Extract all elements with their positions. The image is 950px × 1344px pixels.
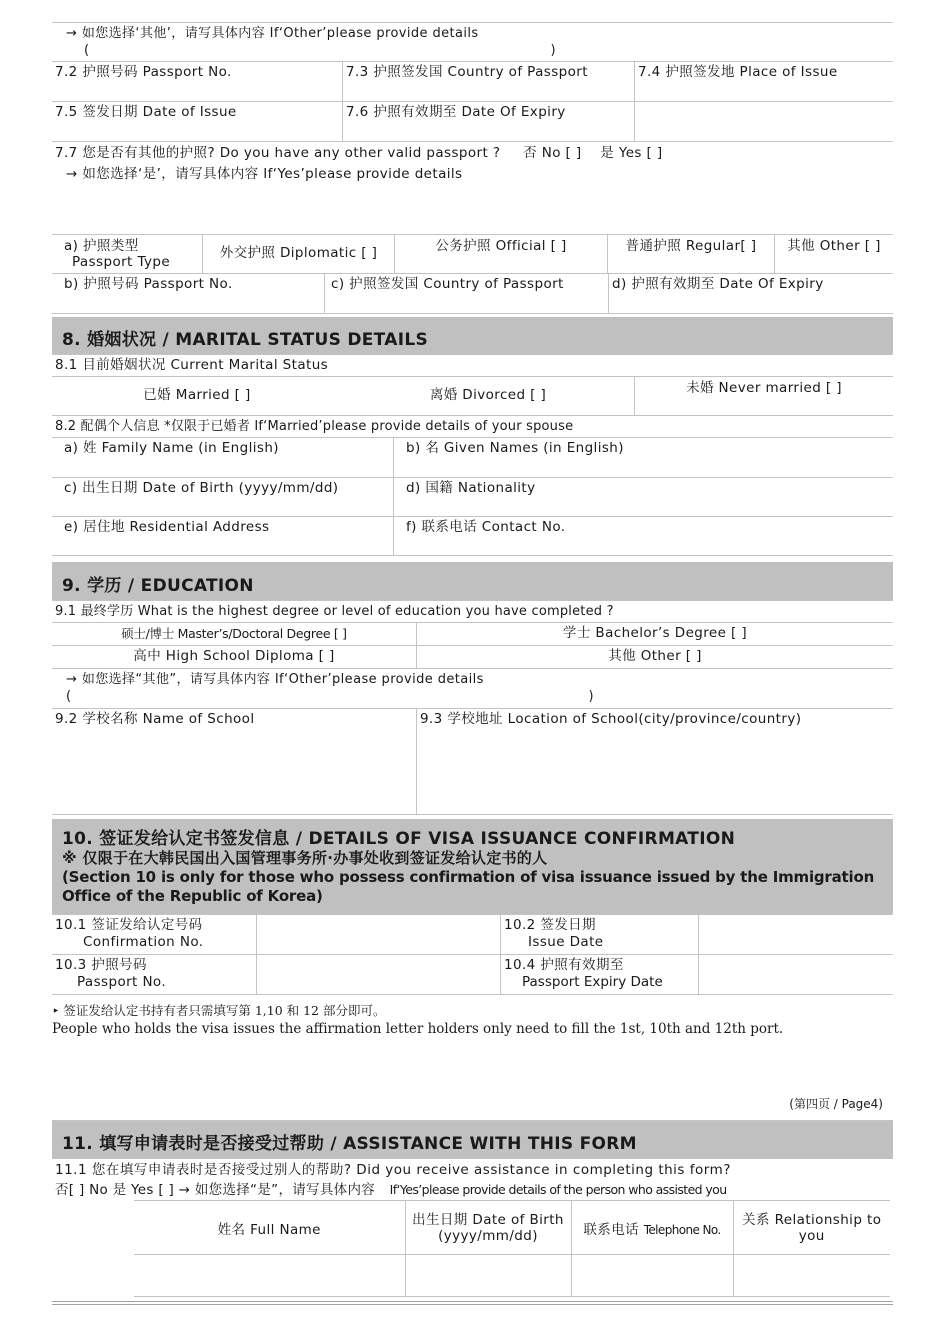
section-10-title: 10. 签证发给认定书签发信息 / DETAILS OF VISA ISSUANCE CONFIRMATION bbox=[62, 829, 736, 849]
input-assist-name[interactable] bbox=[134, 1255, 405, 1297]
passport-row-2 bbox=[52, 102, 893, 142]
other-details-field[interactable] bbox=[66, 42, 556, 59]
paren-close: ) bbox=[550, 43, 556, 58]
assistance-header-row bbox=[134, 1201, 890, 1255]
field-spouse-given-names[interactable]: b) 名 Given Names (in English) bbox=[393, 438, 893, 477]
field-7-5-issue-date[interactable]: 7.5 签发日期 Date of Issue bbox=[55, 104, 237, 120]
education-other-label: → 如您选择“其他”，请写具体内容 If‘Other’please provide details bbox=[66, 672, 484, 687]
spouse-row-2 bbox=[52, 478, 893, 517]
checkbox-official[interactable]: 公务护照 Official [ ] bbox=[394, 235, 607, 273]
paren-open: ( bbox=[84, 43, 90, 58]
education-other-field[interactable] bbox=[66, 688, 594, 705]
section-8-header: 8. 婚姻状况 / MARITAL STATUS DETAILS bbox=[52, 317, 893, 355]
education-options-row-2 bbox=[52, 646, 893, 669]
checkbox-7-7-yes[interactable]: 是 Yes [ ] bbox=[600, 145, 663, 161]
section-10-header bbox=[52, 819, 893, 915]
education-other-row bbox=[52, 669, 893, 709]
passport-type-label-en: Passport Type bbox=[72, 254, 171, 270]
marital-options-row bbox=[52, 377, 893, 416]
field-10-4-label-en: Passport Expiry Date bbox=[522, 974, 663, 990]
assistance-table bbox=[134, 1200, 890, 1297]
field-8-1-label: 8.1 目前婚姻状况 Current Marital Status bbox=[55, 357, 329, 373]
checkbox-married[interactable]: 已婚 Married [ ] bbox=[143, 387, 251, 403]
checkbox-divorced[interactable]: 离婚 Divorced [ ] bbox=[429, 387, 547, 403]
input-assist-telephone[interactable] bbox=[571, 1255, 733, 1297]
input-assist-relationship[interactable] bbox=[733, 1255, 890, 1297]
field-10-2-label bbox=[500, 915, 698, 954]
field-8-2-label: 8.2 配偶个人信息 *仅限于已婚者 If‘Married’please provide details of your spouse bbox=[55, 419, 574, 434]
marital-8-2-row bbox=[52, 416, 893, 438]
field-spouse-contact[interactable]: f) 联系电话 Contact No. bbox=[393, 517, 893, 555]
checkbox-other-type[interactable]: 其他 Other [ ] bbox=[774, 235, 893, 273]
field-10-2-label-en: Issue Date bbox=[528, 934, 604, 950]
field-spouse-family-name[interactable]: a) 姓 Family Name (in English) bbox=[64, 440, 279, 456]
field-spouse-dob[interactable]: c) 出生日期 Date of Birth (yyyy/mm/dd) bbox=[64, 480, 339, 496]
form-page bbox=[52, 22, 893, 1305]
checkbox-regular[interactable]: 普通护照 Regular[ ] bbox=[607, 235, 774, 273]
education-other-block bbox=[52, 669, 893, 708]
col-telephone-cn: 联系电话 bbox=[583, 1221, 639, 1238]
field-10-2-label-cn: 10.2 签发日期 bbox=[504, 917, 596, 933]
checkbox-7-7-no[interactable]: 否 No [ ] bbox=[523, 145, 582, 161]
education-options-row-1 bbox=[52, 623, 893, 646]
col-telephone bbox=[571, 1201, 733, 1255]
field-10-1-label-en: Confirmation No. bbox=[83, 934, 204, 950]
checkbox-diplomatic[interactable]: 外交护照 Diplomatic [ ] bbox=[202, 235, 394, 273]
section-11-header: 11. 填写申请表时是否接受过帮助 / ASSISTANCE WITH THIS FORM bbox=[52, 1121, 893, 1159]
field-d-expiry[interactable]: d) 护照有效期至 Date Of Expiry bbox=[608, 274, 893, 313]
passport-type-label bbox=[52, 235, 202, 273]
spouse-row-1 bbox=[52, 438, 893, 478]
field-10-3-label-en: Passport No. bbox=[77, 974, 167, 990]
q-7-7-details: → 如您选择‘是’，请写具体内容 If‘Yes’please provide details bbox=[66, 166, 463, 182]
input-visa-passport-no[interactable] bbox=[256, 955, 500, 994]
input-issue-date[interactable] bbox=[698, 915, 893, 954]
other-details-label: → 如您选择‘其他’，请写具体内容 If‘Other’please provide details bbox=[66, 26, 479, 41]
input-passport-expiry[interactable] bbox=[698, 955, 893, 994]
other-details-block bbox=[52, 23, 893, 61]
checkbox-highschool[interactable]: 高中 High School Diploma [ ] bbox=[133, 648, 335, 664]
field-9-1-label: 9.1 最终学历 What is the highest degree or level of education you have completed ? bbox=[55, 604, 614, 619]
visa-footnote bbox=[52, 995, 893, 1095]
field-spouse-address[interactable]: e) 居住地 Residential Address bbox=[64, 519, 270, 535]
visa-row-1 bbox=[52, 915, 893, 955]
field-11-1-options bbox=[52, 1180, 893, 1200]
field-10-1-label bbox=[52, 915, 256, 954]
checkbox-masters[interactable]: 硕士/博士 Master’s/Doctoral Degree [ ] bbox=[121, 626, 347, 641]
field-9-3-school-location[interactable]: 9.3 学校地址 Location of School(city/province/country) bbox=[416, 709, 893, 814]
page-number: (第四页 / Page4) bbox=[789, 1097, 883, 1111]
input-assist-dob[interactable] bbox=[405, 1255, 571, 1297]
field-10-4-label bbox=[500, 955, 698, 994]
assist-details-en: If‘Yes’please provide details of the person who assisted you bbox=[389, 1182, 727, 1197]
section-9-header: 9. 学历 / EDUCATION bbox=[52, 562, 893, 601]
other-passport-row bbox=[52, 274, 893, 314]
field-10-3-label bbox=[52, 955, 256, 994]
checkbox-never-married[interactable]: 未婚 Never married [ ] bbox=[634, 377, 893, 415]
col-telephone-en: Telephone No. bbox=[643, 1222, 721, 1237]
spouse-row-3 bbox=[52, 517, 893, 556]
assist-checkboxes[interactable]: 否[ ] No 是 Yes [ ] → 如您选择“是”，请写具体内容 bbox=[55, 1182, 376, 1198]
checkbox-bachelor[interactable]: 学士 Bachelor’s Degree [ ] bbox=[416, 623, 893, 645]
section-10-note-en: (Section 10 is only for those who possess confirmation of visa issuance issued by the Immigration Office of the Republic of Korea) bbox=[62, 868, 875, 905]
marital-8-1-row bbox=[52, 355, 893, 377]
visa-row-2 bbox=[52, 955, 893, 995]
section-10-note-cn: ※ 仅限于在大韩民国出入国管理事务所·办事处收到签证发给认定书的人 bbox=[62, 849, 548, 867]
paren-open: ( bbox=[66, 689, 72, 704]
field-7-4-place[interactable]: 7.4 护照签发地 Place of Issue bbox=[634, 62, 893, 101]
passport-type-row bbox=[52, 235, 893, 274]
passport-type-label-cn: a) 护照类型 bbox=[64, 238, 139, 254]
school-row bbox=[52, 709, 893, 815]
assistance-entry-row bbox=[134, 1255, 890, 1297]
empty-cell bbox=[634, 102, 893, 141]
other-details-row bbox=[52, 23, 893, 62]
field-7-3-country[interactable]: 7.3 护照签发国 Country of Passport bbox=[342, 62, 634, 101]
field-c-country[interactable]: c) 护照签发国 Country of Passport bbox=[324, 274, 608, 313]
field-7-6-expiry[interactable]: 7.6 护照有效期至 Date Of Expiry bbox=[342, 102, 634, 141]
field-10-1-label-cn: 10.1 签证发给认定号码 bbox=[55, 917, 203, 933]
field-10-3-label-cn: 10.3 护照号码 bbox=[55, 957, 147, 973]
col-dob: 出生日期 Date of Birth (yyyy/mm/dd) bbox=[405, 1201, 571, 1255]
q-7-7-label: 7.7 您是否有其他的护照? Do you have any other valid passport ? bbox=[55, 145, 501, 161]
education-9-1-row bbox=[52, 601, 893, 623]
bottom-double-rule bbox=[52, 1301, 893, 1305]
field-11-1-label: 11.1 您在填写申请表时是否接受过别人的帮助? Did you receive assistance in completing this form? bbox=[55, 1162, 731, 1178]
field-spouse-nationality[interactable]: d) 国籍 Nationality bbox=[393, 478, 893, 516]
field-7-7-question bbox=[52, 142, 893, 164]
footnote-en: People who holds the visa issues the affirmation letter holders only need to fill the 1st, 10th and 12th port. bbox=[52, 1021, 784, 1037]
checkbox-other-education[interactable]: 其他 Other [ ] bbox=[416, 646, 893, 668]
passport-row-1 bbox=[52, 62, 893, 102]
paren-close: ) bbox=[588, 689, 594, 704]
col-full-name: 姓名 Full Name bbox=[134, 1201, 405, 1255]
field-b-passport-no[interactable]: b) 护照号码 Passport No. bbox=[64, 276, 233, 292]
footnote-cn: ‣ 签证发给认定书持有者只需填写第 1,10 和 12 部分即可。 bbox=[52, 1003, 386, 1018]
field-9-2-school-name[interactable]: 9.2 学校名称 Name of School bbox=[55, 711, 255, 727]
passport-7-7-block bbox=[52, 142, 893, 234]
field-7-2-passport-no[interactable]: 7.2 护照号码 Passport No. bbox=[55, 64, 232, 80]
field-10-4-label-cn: 10.4 护照有效期至 bbox=[504, 957, 624, 973]
input-confirmation-no[interactable] bbox=[256, 915, 500, 954]
col-relationship: 关系 Relationship to you bbox=[733, 1201, 890, 1255]
